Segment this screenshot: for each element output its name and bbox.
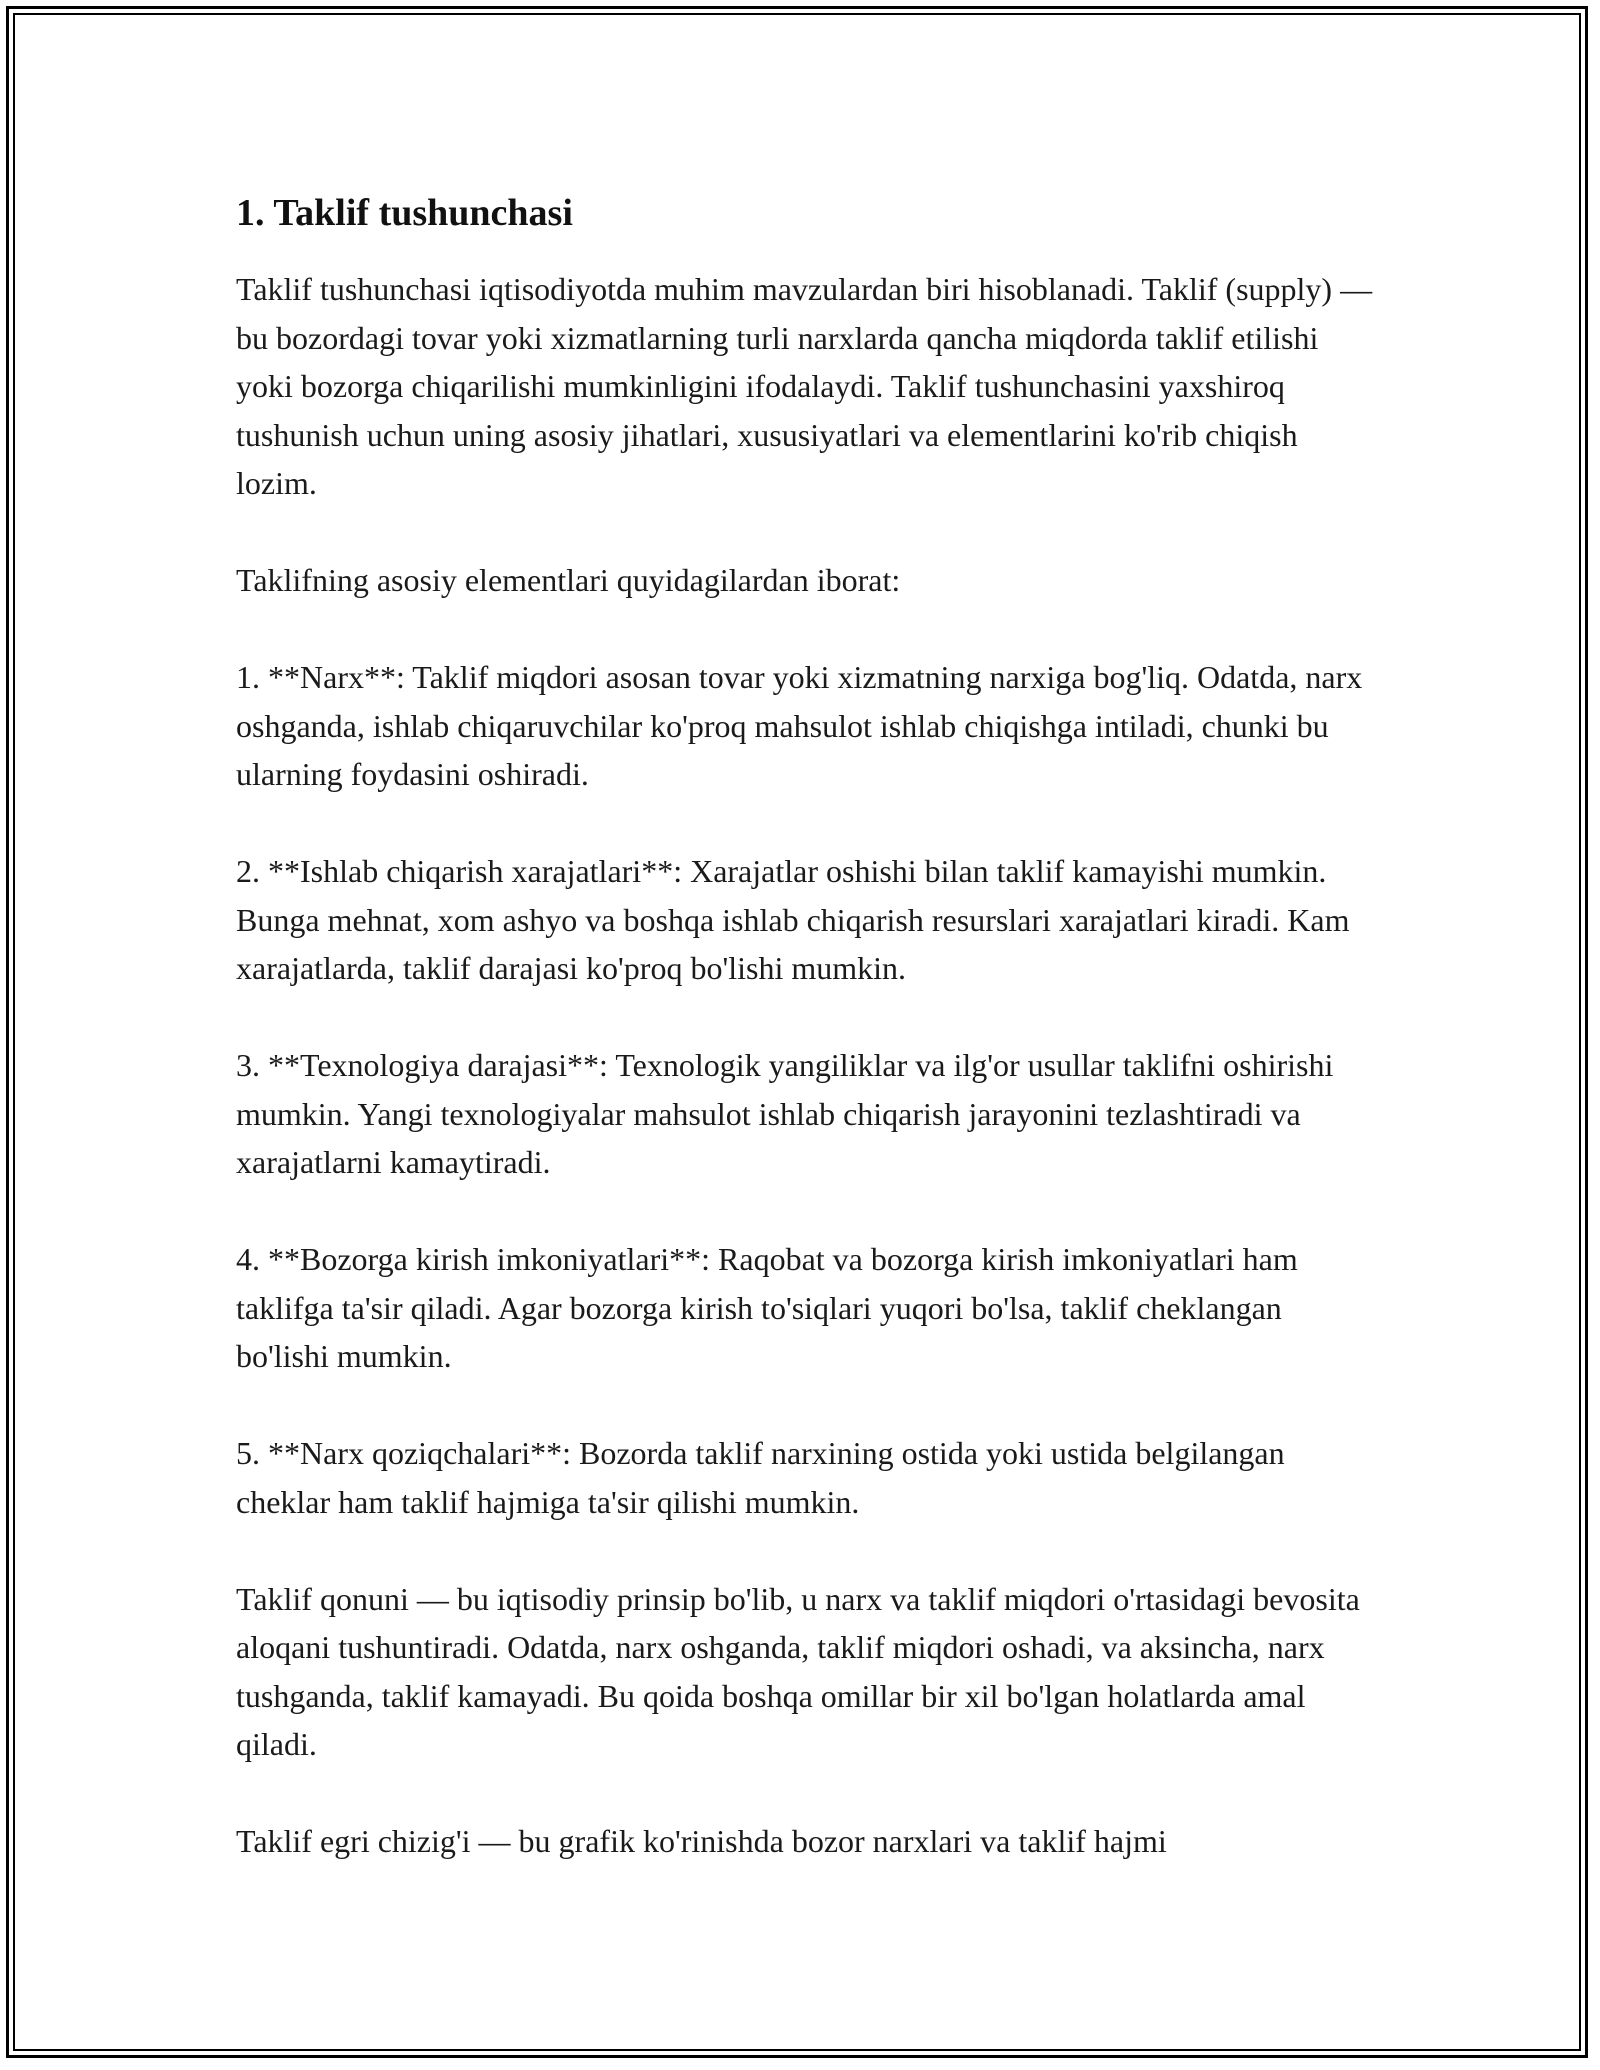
element-costs-paragraph: 2. **Ishlab chiqarish xarajatlari**: Xarajatlar oshishi bilan taklif kamayishi mumkin. Bunga mehnat, xom ashyo va boshqa ishlab chiqarish resurslari xarajatlari kiradi. Kam xarajatlarda, taklif darajasi ko'proq bo'lishi mumkin.	[236, 853, 1350, 986]
document-body	[236, 185, 1376, 1914]
supply-law-paragraph: Taklif qonuni — bu iqtisodiy prinsip bo'lib, u narx va taklif miqdori o'rtasidagi bevosita aloqani tushuntiradi. Odatda, narx oshganda, taklif miqdori oshadi, va aksincha, narx tushganda, taklif kamayadi. Bu qoida boshqa omillar bir xil bo'lgan holatlarda amal qiladi.	[236, 1580, 1360, 1762]
supply-curve-paragraph: Taklif egri chizig'i — bu grafik ko'rinishda bozor narxlari va taklif hajmi	[236, 1823, 1167, 1859]
element-price-paragraph: 1. **Narx**: Taklif miqdori asosan tovar yoki xizmatning narxiga bog'liq. Odatda, narx oshganda, ishlab chiqaruvchilar ko'proq mahsulot ishlab chiqishga intiladi, chunki bu ularning foydasini oshiradi.	[236, 659, 1363, 792]
element-technology-paragraph: 3. **Texnologiya darajasi**: Texnologik yangiliklar va ilg'or usullar taklifni oshirishi mumkin. Yangi texnologiyalar mahsulot ishlab chiqarish jarayonini tezlashtiradi va xarajatlarni kamaytiradi.	[236, 1047, 1334, 1180]
section-heading: 1. Taklif tushunchasi	[236, 192, 573, 234]
element-price-controls-paragraph: 5. **Narx qoziqchalari**: Bozorda taklif narxining ostida yoki ustida belgilangan cheklar ham taklif hajmiga ta'sir qilishi mumkin.	[236, 1435, 1285, 1520]
element-market-entry-paragraph: 4. **Bozorga kirish imkoniyatlari**: Raqobat va bozorga kirish imkoniyatlari ham taklifga ta'sir qiladi. Agar bozorga kirish to'siqlari yuqori bo'lsa, taklif cheklangan bo'lishi mumkin.	[236, 1241, 1298, 1374]
elements-intro-paragraph: Taklifning asosiy elementlari quyidagilardan iborat:	[236, 562, 901, 598]
intro-paragraph: Taklif tushunchasi iqtisodiyotda muhim mavzulardan biri hisoblanadi. Taklif (supply) — bu bozordagi tovar yoki xizmatlarning turli narxlarda qancha miqdorda taklif etilishi yoki bozorga chiqarilishi mumkinligini ifodalaydi. Taklif tushunchasini yaxshiroq tushunish uchun uning asosiy jihatlari, xususiyatlari va elementlarini ko'rib chiqish lozim.	[236, 271, 1373, 501]
